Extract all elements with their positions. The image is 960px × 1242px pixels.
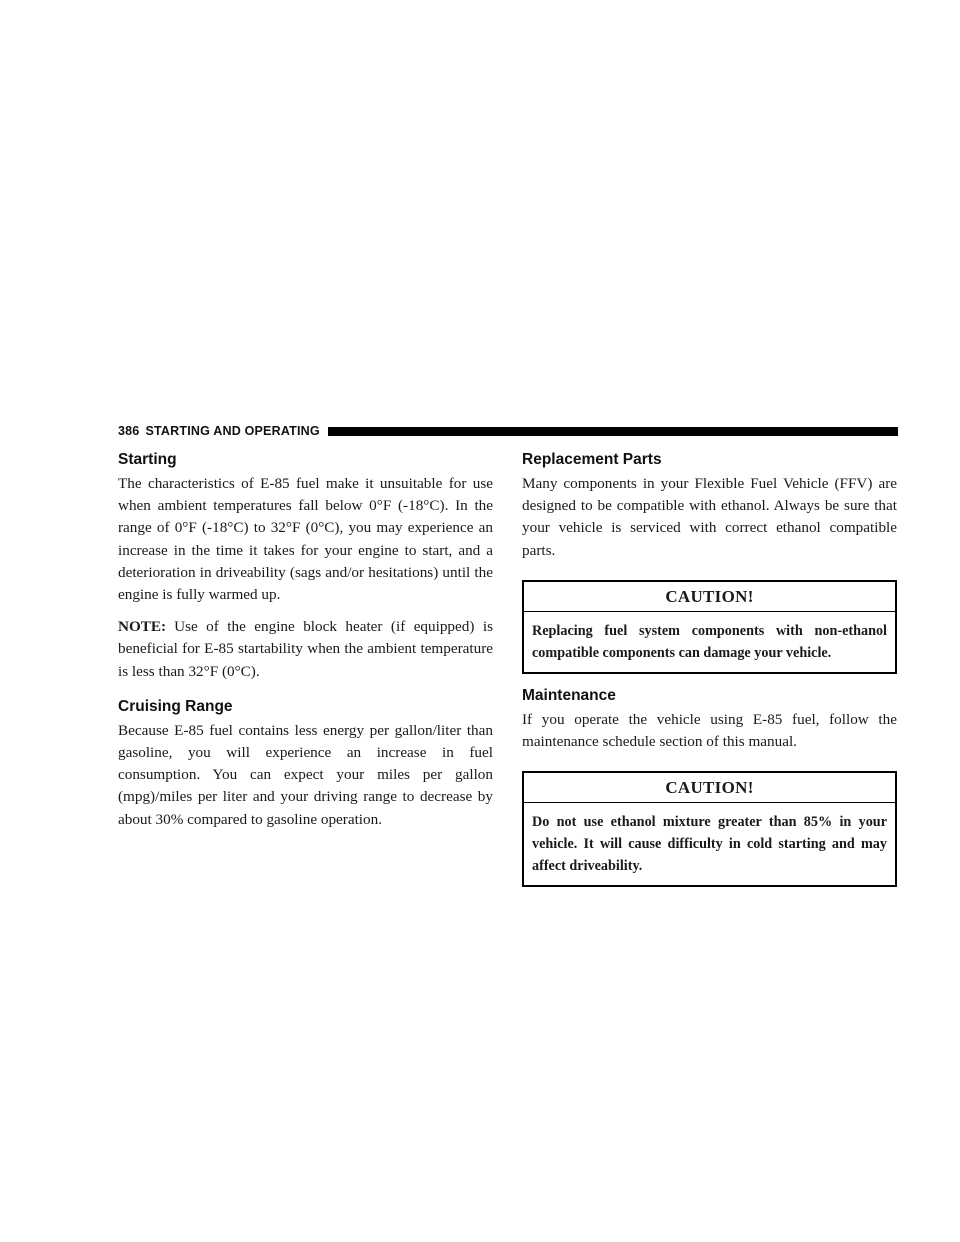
caution-box-1 bbox=[522, 580, 897, 674]
right-column bbox=[522, 450, 897, 899]
caution-body-2: Do not use ethanol mixture greater than 85% in your vehicle. It will cause difficulty in cold starting and may affect driveability. bbox=[532, 814, 887, 875]
cruising-range-body: Because E-85 fuel contains less energy per gallon/liter than gasoline, you will experience an increase in fuel consumption. You can expect your miles per gallon (mpg)/miles per liter and your driving range to decrease by about 30% compared to gasoline operation. bbox=[118, 721, 493, 828]
left-column bbox=[118, 450, 493, 831]
page-number: 386 bbox=[118, 424, 140, 438]
caution-title-2: CAUTION! bbox=[524, 773, 895, 803]
heading-replacement-parts: Replacement Parts bbox=[522, 451, 662, 468]
heading-maintenance: Maintenance bbox=[522, 686, 616, 704]
section-title: STARTING AND OPERATING bbox=[145, 424, 320, 438]
caution-box-2 bbox=[522, 771, 897, 887]
section-starting bbox=[118, 450, 493, 683]
page-header bbox=[118, 423, 898, 439]
replacement-parts-body: Many components in your Flexible Fuel Vehicle (FFV) are designed to be compatible with ethanol. Always be sure that your vehicle is serviced with correct ethanol compatible parts. bbox=[522, 475, 897, 559]
maintenance-body: If you operate the vehicle using E-85 fuel, follow the maintenance schedule section of this manual. bbox=[522, 710, 897, 751]
section-replacement-parts bbox=[522, 450, 897, 562]
note-label: NOTE: bbox=[118, 618, 167, 636]
header-rule bbox=[328, 427, 898, 436]
heading-cruising-range: Cruising Range bbox=[118, 697, 233, 715]
caution-title-1: CAUTION! bbox=[524, 582, 895, 612]
section-maintenance bbox=[522, 686, 897, 753]
heading-starting: Starting bbox=[118, 451, 177, 468]
note-text: Use of the engine block heater (if equipped) is beneficial for E-85 startability when the ambient temperature is less than 32°F (0°C). bbox=[118, 618, 493, 680]
starting-body: The characteristics of E-85 fuel make it unsuitable for use when ambient temperatures fall below 0°F (-18°C). In the range of 0°F (-18°C) to 32°F (0°C), you may experience an increase in the time it takes for your engine to start, and a deterioration in driveability (sags and/or hesitations) until the engine is fully warmed up. bbox=[118, 475, 493, 604]
starting-note bbox=[118, 616, 493, 683]
section-cruising-range bbox=[118, 697, 493, 831]
caution-body-1: Replacing fuel system components with non-ethanol compatible components can damage your vehicle. bbox=[532, 622, 887, 661]
